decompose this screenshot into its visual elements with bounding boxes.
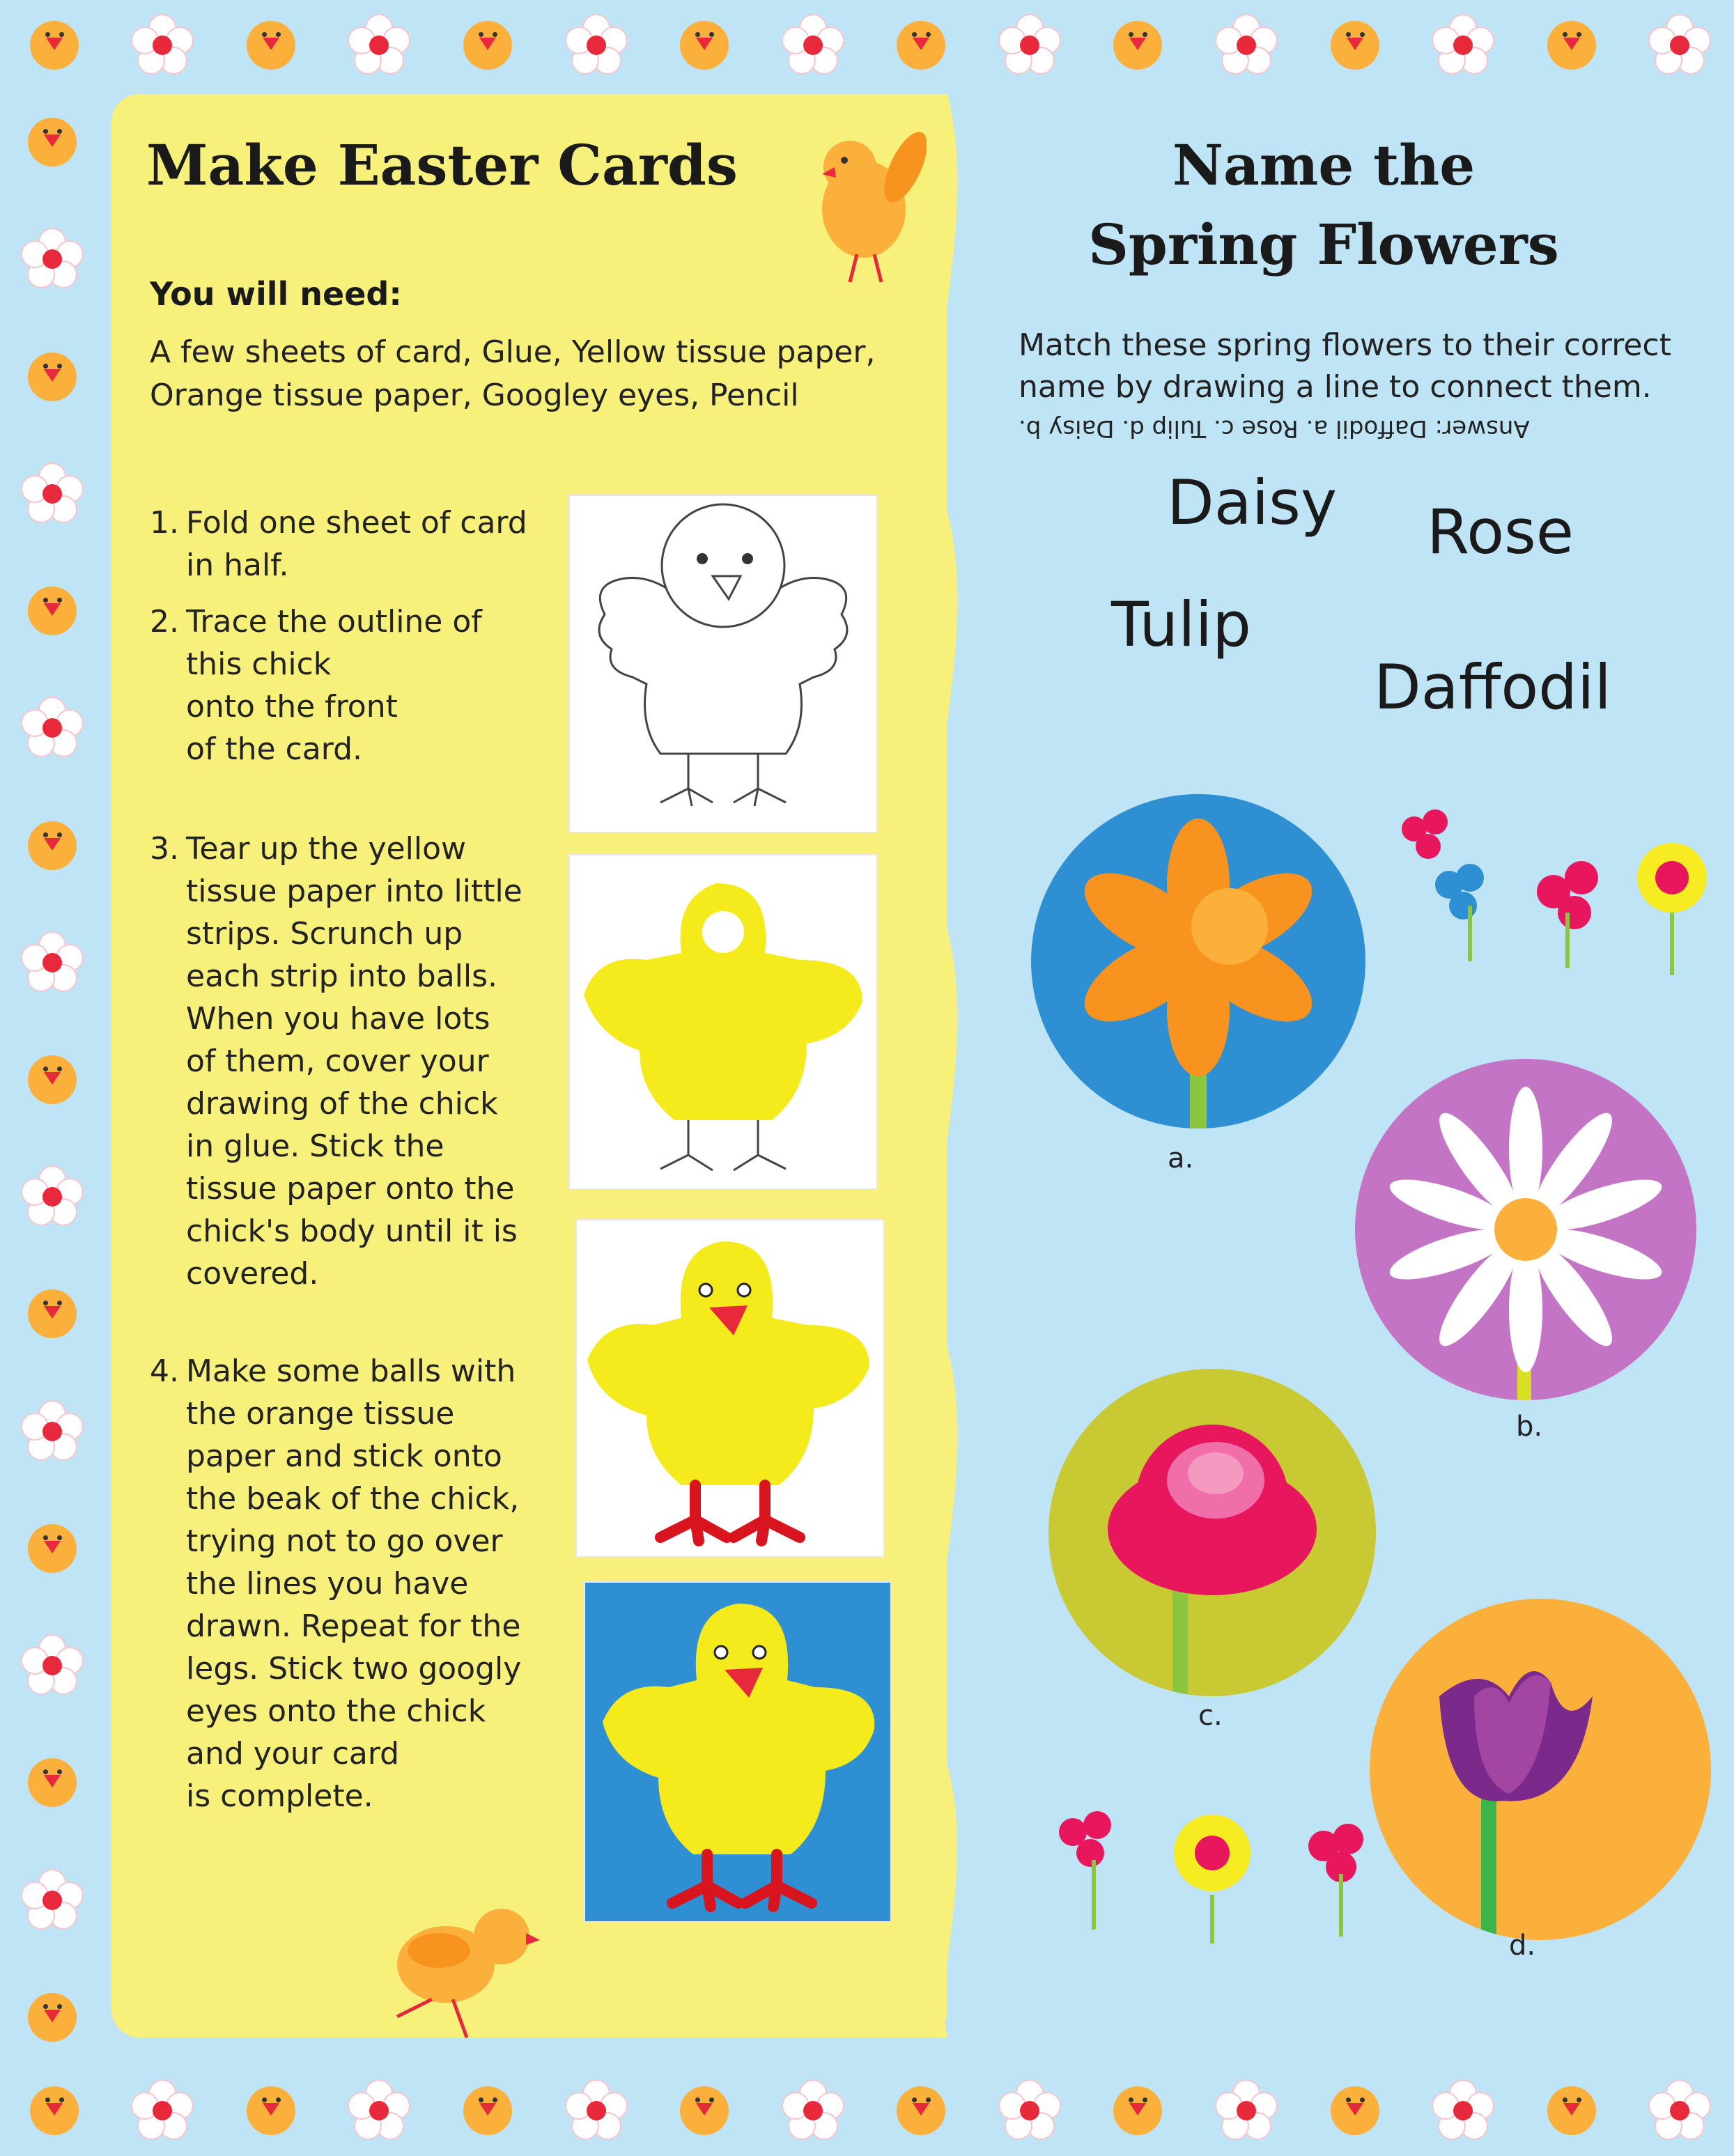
chick-icon bbox=[673, 2079, 736, 2142]
panel-wave-edge bbox=[906, 94, 982, 2038]
decorated-chick-image bbox=[577, 1220, 883, 1556]
chick-icon bbox=[673, 14, 736, 77]
step-3 bbox=[150, 828, 522, 1295]
step-number: 2. bbox=[150, 604, 179, 639]
flower-icon bbox=[998, 14, 1061, 77]
chick-icon bbox=[1324, 2079, 1386, 2142]
step-1 bbox=[150, 502, 527, 587]
chick-icon bbox=[240, 14, 302, 77]
label-a: a. bbox=[1168, 1142, 1194, 1174]
finished-card-image bbox=[585, 1583, 890, 1921]
flower-icon bbox=[21, 1400, 84, 1463]
chick-icon bbox=[240, 2079, 302, 2142]
daisy-circle bbox=[1355, 1059, 1696, 1400]
step-line: covered. bbox=[186, 1256, 319, 1292]
instruction-line: Match these spring flowers to their correct bbox=[1019, 327, 1671, 363]
flower-icon bbox=[1215, 14, 1278, 77]
chick-icon bbox=[21, 111, 84, 173]
chick-icon bbox=[1540, 14, 1603, 77]
flower-icon bbox=[1432, 2079, 1494, 2142]
step-line: legs. Stick two googly bbox=[186, 1651, 522, 1686]
step-line: Trace the outline of bbox=[186, 604, 482, 639]
tissue-chick-image bbox=[570, 855, 876, 1188]
step-line: drawn. Repeat for the bbox=[186, 1608, 521, 1644]
name-rose: Rose bbox=[1427, 496, 1574, 568]
step-line: onto the front bbox=[186, 689, 398, 724]
instruction-line: name by drawing a line to connect them. bbox=[1019, 369, 1652, 405]
spring-flowers-title bbox=[1045, 125, 1602, 284]
title-line: Spring Flowers bbox=[1088, 212, 1559, 277]
step-line: strips. Scrunch up bbox=[186, 916, 463, 952]
name-tulip: Tulip bbox=[1111, 589, 1251, 660]
flower-icon bbox=[782, 14, 844, 77]
step-line: Make some balls with bbox=[186, 1354, 516, 1389]
flower-icon bbox=[565, 14, 628, 77]
chick-icon bbox=[21, 1517, 84, 1580]
easter-cards-title: Make Easter Cards bbox=[146, 132, 738, 198]
flower-icon bbox=[348, 2079, 410, 2142]
chick-icon bbox=[21, 1282, 84, 1345]
step-line: the orange tissue bbox=[186, 1396, 455, 1432]
step-line: each strip into balls. bbox=[186, 959, 498, 994]
step-line: and your card bbox=[186, 1736, 400, 1771]
running-chick-illustration bbox=[362, 1888, 543, 2041]
chick-icon bbox=[1324, 14, 1386, 77]
step-line: tissue paper into little bbox=[186, 874, 522, 909]
step-line: the beak of the chick, bbox=[186, 1481, 520, 1517]
step-line: in half. bbox=[186, 548, 289, 583]
flower-icon bbox=[21, 1165, 84, 1228]
step-line: of them, cover your bbox=[186, 1044, 489, 1079]
flower-icon bbox=[21, 228, 84, 290]
you-will-need-heading: You will need: bbox=[150, 275, 402, 313]
flower-icon bbox=[1648, 14, 1711, 77]
chick-icon bbox=[21, 1048, 84, 1111]
flower-icon bbox=[1648, 2079, 1711, 2142]
materials-line: A few sheets of card, Glue, Yellow tissue paper, bbox=[150, 334, 876, 370]
flower-icon bbox=[21, 1869, 84, 1932]
daffodil-circle bbox=[1031, 794, 1365, 1129]
flower-icon bbox=[998, 2079, 1061, 2142]
step-line: Tear up the yellow bbox=[186, 831, 466, 867]
chick-icon bbox=[890, 2079, 952, 2142]
upside-down-answer: Answer: Daffodil a. Rose c. Tulip d. Daisy b. bbox=[1019, 414, 1530, 442]
chick-icon bbox=[21, 1751, 84, 1814]
flower-icon bbox=[782, 2079, 844, 2142]
chick-icon bbox=[23, 14, 86, 77]
chick-icon bbox=[890, 14, 952, 77]
left-border bbox=[0, 84, 104, 2076]
step-line: trying not to go over bbox=[186, 1523, 503, 1559]
label-b: b. bbox=[1516, 1411, 1543, 1443]
chick-icon bbox=[1106, 14, 1169, 77]
step-line: tissue paper onto the bbox=[186, 1171, 515, 1207]
step-line: the lines you have bbox=[186, 1566, 469, 1602]
chick-icon bbox=[456, 14, 519, 77]
flower-icon bbox=[1432, 14, 1494, 77]
label-d: d. bbox=[1509, 1930, 1536, 1962]
chick-icon bbox=[21, 814, 84, 877]
flower-icon bbox=[1215, 2079, 1278, 2142]
step-number: 3. bbox=[150, 831, 179, 867]
flower-icon bbox=[565, 2079, 628, 2142]
chick-icon bbox=[456, 2079, 519, 2142]
rose-circle bbox=[1048, 1369, 1376, 1696]
chick-outline-image bbox=[570, 496, 876, 832]
step-line: eyes onto the chick bbox=[186, 1693, 486, 1729]
flower-icon bbox=[348, 14, 410, 77]
flower-icon bbox=[21, 931, 84, 994]
flower-icon bbox=[21, 463, 84, 525]
step-line: is complete. bbox=[186, 1778, 373, 1814]
label-c: c. bbox=[1198, 1700, 1223, 1732]
top-border bbox=[0, 0, 1734, 91]
chick-icon bbox=[21, 580, 84, 642]
chick-icon bbox=[21, 1986, 84, 2049]
chick-icon bbox=[1540, 2079, 1603, 2142]
flying-chick-illustration bbox=[801, 125, 927, 293]
step-line: drawing of the chick bbox=[186, 1086, 498, 1122]
step-line: chick's body until it is bbox=[186, 1213, 518, 1249]
step-number: 4. bbox=[150, 1354, 179, 1389]
name-daisy: Daisy bbox=[1167, 467, 1338, 538]
flower-icon bbox=[131, 2079, 194, 2142]
flower-icon bbox=[21, 1634, 84, 1697]
tulip-circle bbox=[1370, 1599, 1711, 1940]
flower-cluster-decoration bbox=[1031, 1790, 1393, 1944]
step-line: of the card. bbox=[186, 731, 362, 767]
bottom-border bbox=[0, 2065, 1734, 2156]
step-4 bbox=[150, 1350, 521, 1817]
chick-icon bbox=[21, 346, 84, 408]
title-line: Name the bbox=[1172, 132, 1476, 198]
step-line: When you have lots bbox=[186, 1001, 490, 1037]
flower-icon bbox=[21, 697, 84, 759]
materials-line: Orange tissue paper, Googley eyes, Pencil bbox=[150, 378, 799, 413]
chick-icon bbox=[1106, 2079, 1169, 2142]
step-line: Fold one sheet of card bbox=[186, 505, 527, 541]
chick-icon bbox=[23, 2079, 86, 2142]
step-number: 1. bbox=[150, 505, 179, 541]
matching-instructions bbox=[1019, 325, 1708, 408]
flower-icon bbox=[131, 14, 194, 77]
flower-cluster-decoration bbox=[1372, 801, 1707, 982]
step-line: paper and stick onto bbox=[186, 1438, 502, 1474]
materials-list bbox=[150, 331, 916, 417]
name-daffodil: Daffodil bbox=[1374, 651, 1611, 723]
step-line: in glue. Stick the bbox=[186, 1129, 444, 1164]
step-2 bbox=[150, 600, 482, 770]
step-line: this chick bbox=[186, 646, 332, 682]
